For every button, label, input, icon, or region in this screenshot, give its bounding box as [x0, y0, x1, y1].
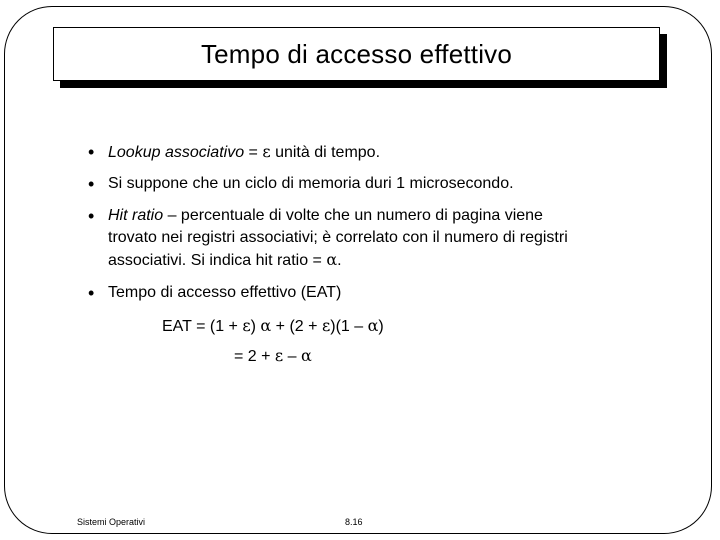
formula-eat [162, 316, 384, 336]
alpha-symbol: α [260, 316, 272, 335]
formula-1-part: + (2 + [271, 318, 322, 335]
bullet-3-period: . [337, 252, 342, 269]
bullet-1-italic: Lookup associativo [108, 144, 245, 161]
formula-1-part: EAT = (1 + [162, 318, 243, 335]
formula-result [234, 346, 312, 366]
footer-course: Sistemi Operativi [77, 517, 146, 527]
alpha-symbol: α [367, 316, 379, 335]
bullet-1-eq: = [244, 144, 263, 161]
bullet-3-italic: Hit ratio [108, 207, 164, 224]
bullet-1-text [108, 141, 380, 164]
slide-title: Tempo di accesso effettivo [200, 38, 513, 69]
epsilon-symbol: ε [274, 346, 284, 365]
bullet-3-line-2: trovato nei registri associativi; è correlato con il numero di registri [108, 229, 568, 246]
formula-1-part: ) [378, 318, 384, 335]
alpha-symbol: α [301, 346, 312, 365]
bullet-3-marker: • [88, 206, 95, 226]
bullet-3-line-1 [108, 205, 543, 227]
title-box [53, 27, 660, 81]
formula-2-part: = 2 + [234, 348, 275, 365]
bullet-1-rest: unità di tempo. [270, 144, 381, 161]
formula-1-part: ) [250, 318, 261, 335]
bullet-3-line-3 [108, 249, 342, 272]
bullet-2-text: Si suppone che un ciclo di memoria duri 1 microsecondo. [108, 175, 514, 192]
bullet-1-marker: • [88, 142, 95, 162]
formula-2-part: – [283, 348, 302, 365]
bullet-2-marker: • [88, 174, 95, 194]
bullet-4-text: Tempo di accesso effettivo (EAT) [108, 284, 342, 301]
formula-1-part: )(1 – [330, 318, 368, 335]
bullet-3-line-3-text: associativi. Si indica hit ratio = [108, 252, 327, 269]
alpha-symbol: α [326, 250, 338, 269]
epsilon-symbol: ε [321, 316, 331, 335]
footer-page-number: 8.16 [345, 517, 363, 527]
bullet-3-line-1-rest: – percentuale di volte che un numero di pagina viene [163, 207, 543, 224]
epsilon-symbol: ε [242, 316, 251, 335]
epsilon-symbol: ε [262, 142, 271, 161]
bullet-4-marker: • [88, 283, 95, 303]
